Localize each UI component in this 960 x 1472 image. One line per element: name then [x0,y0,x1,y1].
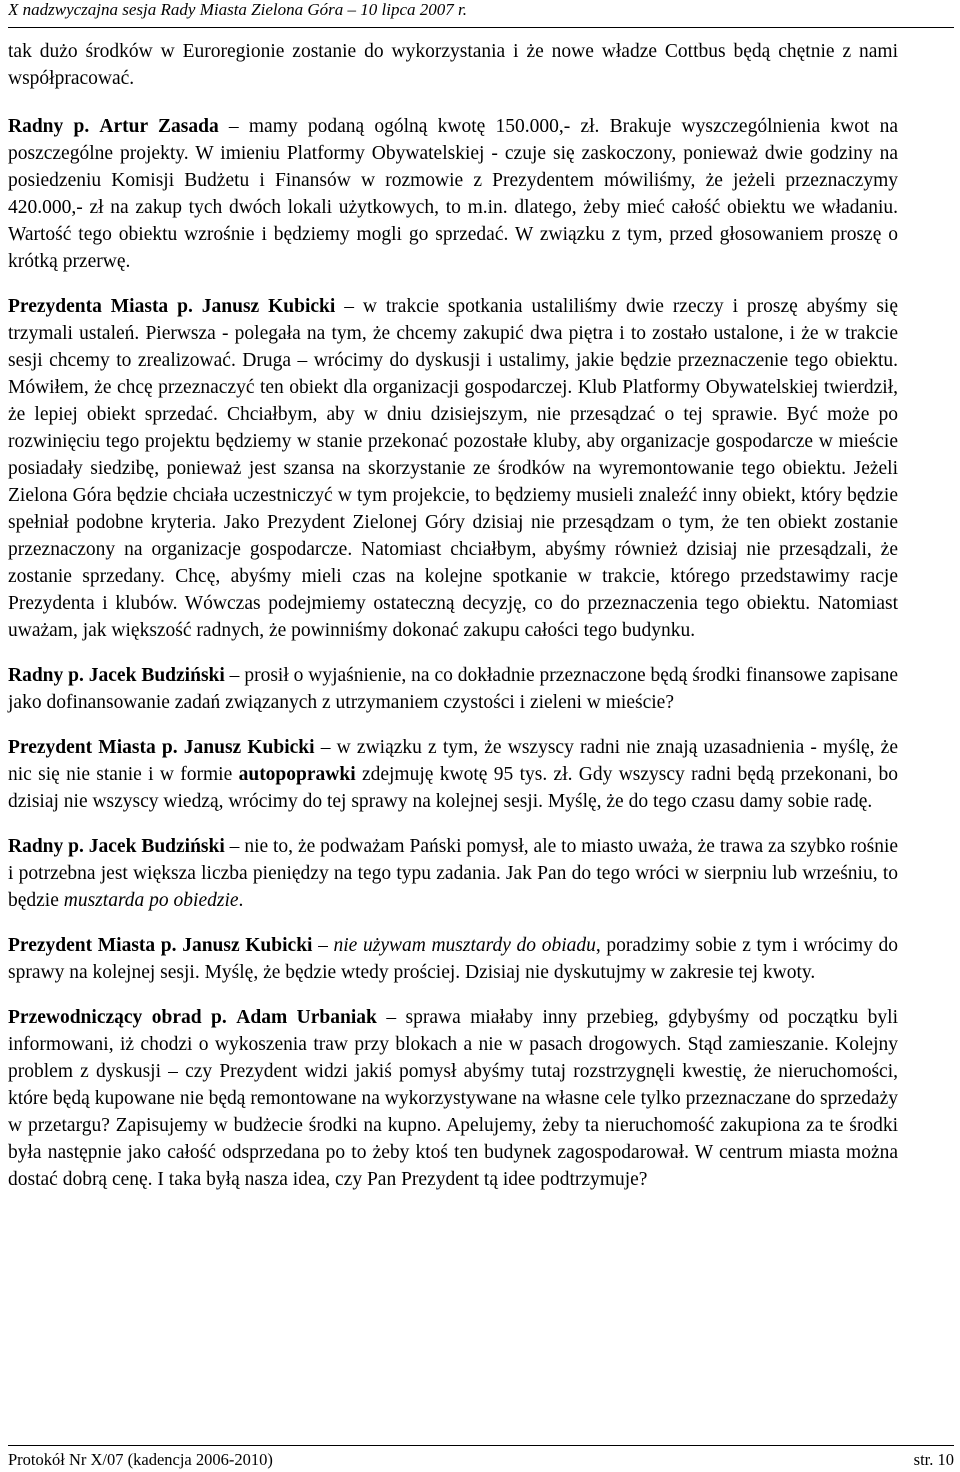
header-title: X nadzwyczajna sesja Rady Miasta Zielona Góra – 10 lipca 2007 r. [8,0,467,19]
paragraph-text: – nie to, że podważam Pański pomysł, ale to miasto uważa, że trawa za szybko rośnie i potrzebna jest większa liczba pieniędzy na tego typu zadania. Jak Pan do tego wróci w sierpniu lub wrześniu, to będzie [8,836,899,911]
speaker-role: Przewodniczący obrad p. [8,1007,227,1028]
paragraph-5 [8,734,898,815]
page-number: str. 10 [913,1450,954,1469]
paragraph-text: – w trakcie spotkania ustaliliśmy dwie rzeczy i proszę abyśmy się trzymali ustaleń. Pierwsza - polegała na tym, że chcemy zakupić dwa piętra i to zostało ustalone, i że w trakcie sesji chcemy to zrealizować. Druga – wrócimy do dyskusji i ustalimy, jakie będzie przeznaczenie tego obiektu. Mówiłem, że chcę przeznaczyć ten obiekt dla organizacji gospodarczej. Klub Platformy Obywatelskiej twierdził, że lepiej obiekt sprzedać. Chciałbym, aby w dniu dzisiejszym, nie przesądzać o tej sprawie. Być może po rozwinięciu tego projektu będziemy w stanie przekonać pozostałe kluby, aby organizacje gospodarcze w mieście posiadały siedzibę, ponieważ jest szansa na skorzystanie ze środków na wyremontowanie tego obiektu. Jeżeli Zielona Góra będzie chciała uczestniczyć w tym projekcie, to będziemy musieli znaleźć inny obiekt, który będzie spełniał podobne kryteria. Jako Prezydent Zielonej Góry dzisiaj nie przesądzam o tym, że ten obiekt zostanie przeznaczony na organizacje gospodarcze. Natomiast chciałbym, abyśmy również dzisiaj nie przesądzali, że zostanie sprzedany. Chcę, abyśmy mieli czas na kolejne spotkanie w trakcie, którego przedstawimy racje Prezydenta i klubów. Wówczas podejmiemy ostateczną decyzję, co do przeznaczenia tego obiektu. Natomiast uważam, jak większość radnych, że powinniśmy dokonać zakupu całości tego budynku. [8,296,898,641]
speaker-role: Radny p. [8,665,84,686]
paragraph-text: – prosił o wyjaśnienie, na co dokładnie przeznaczone będą środki finansowe zapisane jako dofinansowanie zadań związanych z utrzymaniem czystości i zieleni w mieście? [8,665,899,713]
paragraph-4 [8,662,898,716]
footer-protocol: Protokół Nr X/07 (kadencja 2006-2010) [8,1450,273,1469]
speaker-role: Radny p. [8,116,90,137]
document-body [8,38,898,1211]
speaker-name: Jacek Budziński [88,836,225,857]
paragraph-text: – [312,935,334,956]
bold-word: autopoprawki [238,764,356,785]
paragraph-2 [8,113,898,275]
paragraph-6 [8,833,898,914]
speaker-name: Janusz Kubicki [201,296,336,317]
speaker-name: Janusz Kubicki [182,935,313,956]
speaker-name: Janusz Kubicki [183,737,315,758]
speaker-role: Prezydenta Miasta p. [8,296,193,317]
paragraph-text: zdejmuję kwotę 95 tys. zł. Gdy wszyscy radni będą przekonani, bo dzisiaj nie wszyscy wiedzą, wrócimy do tej sprawy na kolejnej sesji. Myślę, że do tego czasu damy sobie radę. [8,764,898,812]
paragraph-text: . [238,890,244,911]
paragraph-text: – mamy podaną ogólną kwotę 150.000,- zł. Brakuje wyszczególnienia kwot na poszczególne projekty. W imieniu Platformy Obywatelskiej - czuje się zaskoczony, ponieważ dwie godziny na posiedzeniu Komisji Budżetu i Finansów w rozmowie z Prezydentem mówiliśmy, że jeżeli przeznaczymy 420.000,- zł na zakup tych dwóch lokali użytkowych, to m.in. dlatego, żeby mieć całość obiektu we władaniu. Wartość tego obiektu wzrośnie i będziemy mogli go sprzedać. W związku z tym, przed głosowaniem proszę o krótką przerwę. [8,116,898,272]
speaker-role: Radny p. [8,836,84,857]
paragraph-text: tak dużo środków w Euroregionie zostanie do wykorzystania i że nowe władze Cottbus będą chętnie z nami współpracować. [8,41,898,89]
page-footer [8,1445,954,1472]
speaker-name: Artur Zasada [99,116,219,137]
speaker-role: Prezydent Miasta p. [8,737,178,758]
speaker-name: Jacek Budziński [88,665,225,686]
italic-phrase: musztarda po obiedzie [63,890,239,911]
paragraph-1 [8,38,898,92]
paragraph-3 [8,293,898,644]
paragraph-7 [8,932,898,986]
paragraph-text: – sprawa miałaby inny przebieg, gdybyśmy od początku byli informowani, iż chodzi o wykoszenia traw przy blokach a nie w pasach drogowych. Stąd zamieszanie. Kolejny problem z dyskusji – czy Prezydent widzi jakiś pomysł abyśmy tutaj rozstrzygnęli kwestię, że nieruchomości, które będą kupowane nie będą remontowane na wykorzystywane na własne cele tylko przeznaczane do sprzedaży w przetargu? Zapisujemy w budżecie środki na kupno. Apelujemy, żeby ta nieruchomość zakupiona za te środki była następnie jako całość odsprzedana po to żeby ktoś ten budynek zagospodarował. W centrum miasta można dostać dobrą cenę. I taka byłą nasza idea, czy Pan Prezydent tą idee podtrzymuje? [8,1007,898,1190]
italic-phrase: nie używam musztardy do obiadu [333,935,596,956]
paragraph-text: , poradzimy sobie z tym i wrócimy do sprawy na kolejnej sesji. Myślę, że będzie wtedy prościej. Dzisiaj nie dyskutujmy w zakresie tej kwoty. [8,935,899,983]
speaker-role: Prezydent Miasta p. [8,935,177,956]
speaker-name: Adam Urbaniak [236,1007,377,1028]
page-header [8,0,954,28]
paragraph-text: – w związku z tym, że wszyscy radni nie znają uzasadnienia - myślę, że nic się nie stanie i w formie [8,737,898,785]
paragraph-8 [8,1004,898,1193]
